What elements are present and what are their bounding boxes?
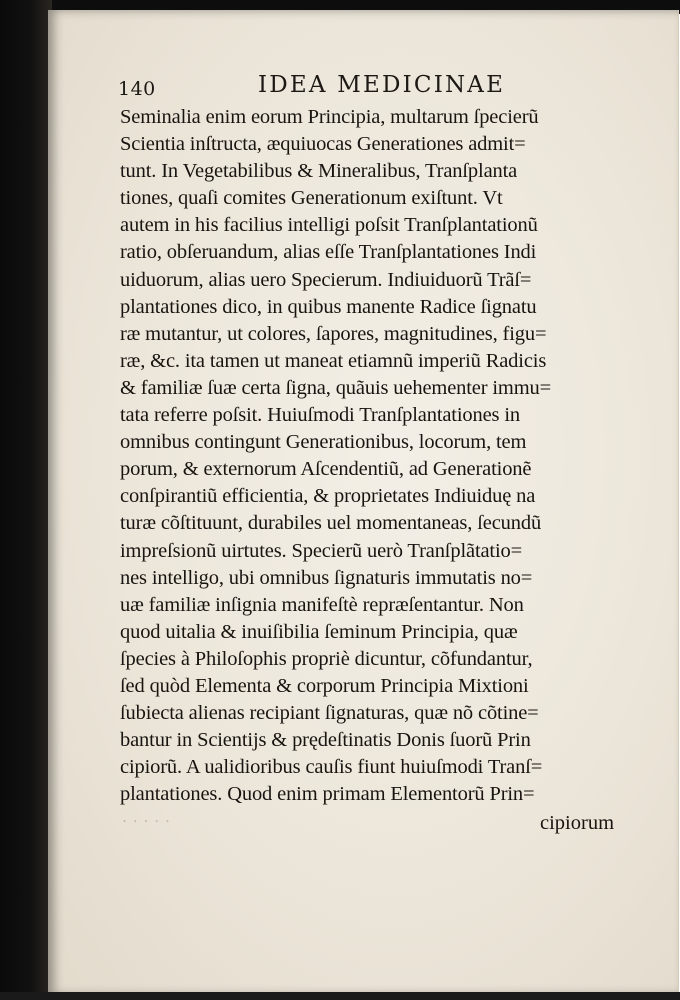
text-line: impreſsionũ uirtutes. Specierũ uerò Tranſplãtatio= <box>120 539 523 562</box>
text-line: & familiæ ſuæ certa ſigna, quãuis uehementer immu= <box>120 376 552 399</box>
catchword: cipiorum <box>540 812 615 834</box>
text-line: ræ mutantur, ut colores, ſapores, magnitudines, figu= <box>120 322 547 345</box>
text-line: ratio, obſeruandum, alias eſſe Tranſplantationes Indi <box>120 241 537 264</box>
text-line: conſpirantiũ efficientia, & proprietates Indiuiduę na <box>120 485 536 508</box>
text-line: ſpecies à Philoſophis propriè dicuntur, cõfundantur, <box>120 647 533 670</box>
page-number: 140 <box>118 78 156 100</box>
running-title: IDEA MEDICINAE <box>258 72 506 98</box>
text-line: Seminalia enim eorum Principia, multarum ſpecierũ <box>120 106 539 128</box>
text-line: tiones, quaſi comites Generationum exiſtunt. Vt <box>120 187 503 210</box>
book-gutter-shadow <box>0 0 52 1000</box>
text-line: omnibus contingunt Generationibus, locorum, tem <box>120 431 527 454</box>
text-line: uæ familiæ inſignia manifeſtè repræſentantur. Non <box>120 593 524 616</box>
text-line: turæ cõſtituunt, durabiles uel momentaneas, ſecundũ <box>120 512 542 535</box>
text-line: Scientia inſtructa, æquiuocas Generationes admit= <box>120 133 526 156</box>
show-through-text: · · · · · <box>122 814 171 830</box>
text-line: tunt. In Vegetabilibus & Mineralibus, Tranſplanta <box>120 160 518 183</box>
text-line: quod uitalia & inuiſibilia ſeminum Principia, quæ <box>120 620 518 643</box>
text-line: bantur in Scientijs & prędeſtinatis Donis ſuorũ Prin <box>120 729 531 752</box>
page-header <box>118 72 638 102</box>
text-line: ſed quòd Elementa & corporum Principia Mixtioni <box>120 674 529 697</box>
text-line: autem in his facilius intelligi poſsit Tranſplantationũ <box>120 214 538 237</box>
text-line: uiduorum, alias uero Specierum. Indiuiduorũ Trãſ= <box>120 268 532 291</box>
text-line: plantationes dico, in quibus manente Radice ſignatu <box>120 295 537 318</box>
text-line: nes intelligo, ubi omnibus ſignaturis immutatis no= <box>120 566 533 589</box>
text-line: plantationes. Quod enim primam Elementorũ Prin= <box>120 783 535 806</box>
body-text <box>120 104 640 808</box>
text-line: cipiorũ. A ualidioribus cauſis fiunt huiuſmodi Tranſ= <box>120 756 543 779</box>
text-line: ſubiecta alienas recipiant ſignaturas, quæ nõ cõtine= <box>120 702 539 725</box>
text-line: tata referre poſsit. Huiuſmodi Tranſplantationes in <box>120 404 520 427</box>
text-line: ræ, &c. ita tamen ut maneat etiamnũ imperiũ Radicis <box>120 349 547 372</box>
scan-bottom-border <box>0 992 680 1000</box>
text-line: porum, & externorum Aſcendentiũ, ad Generationẽ <box>120 458 532 481</box>
